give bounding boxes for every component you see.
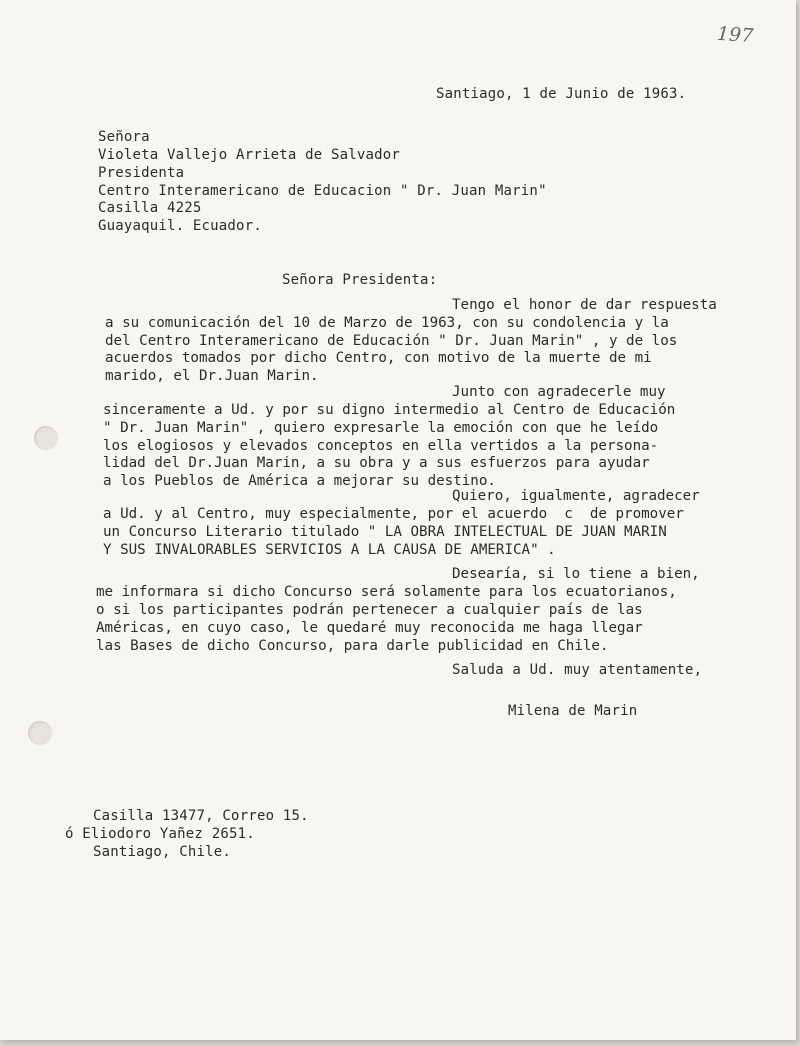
paragraph-line: Quiero, igualmente, agradecer [452, 488, 700, 504]
paragraph-line: del Centro Interamericano de Educación " Dr. Juan Marin" , y de los [105, 333, 678, 349]
recipient-box: Casilla 4225 [98, 200, 202, 216]
paragraph-line: lidad del Dr.Juan Marin, a su obra y a sus esfuerzos para ayudar [103, 455, 650, 471]
punch-hole-lower [28, 721, 52, 745]
recipient-organization: Centro Interamericano de Educacion " Dr. Juan Marin" [98, 183, 547, 199]
paragraph-line: me informara si dicho Concurso será solamente para los ecuatorianos, [96, 584, 677, 600]
paragraph-line: Y SUS INVALORABLES SERVICIOS A LA CAUSA DE AMERICA" . [103, 542, 556, 558]
recipient-name: Violeta Vallejo Arrieta de Salvador [98, 147, 401, 163]
paragraph-line: las Bases de dicho Concurso, para darle publicidad en Chile. [96, 638, 609, 654]
paragraph-line: Américas, en cuyo caso, le quedaré muy reconocida me haga llegar [96, 620, 643, 636]
paragraph-line: Junto con agradecerle muy [452, 384, 666, 400]
punch-hole-upper [34, 426, 58, 450]
paragraph-line: un Concurso Literario titulado " LA OBRA INTELECTUAL DE JUAN MARIN [103, 524, 667, 540]
sender-address-line: Santiago, Chile. [93, 844, 232, 860]
paragraph-line: los elogiosos y elevados conceptos en ella vertidos a la persona- [103, 438, 659, 454]
recipient-title: Presidenta [98, 165, 185, 181]
paragraph-line: Desearía, si lo tiene a bien, [452, 566, 700, 582]
page-number: 197 [716, 22, 754, 48]
sender-address-line: ó Eliodoro Yañez 2651. [65, 826, 255, 842]
paragraph-line: a su comunicación del 10 de Marzo de 1963, con su condolencia y la [105, 315, 669, 331]
paragraph-line: a Ud. y al Centro, muy especialmente, por el acuerdo c de promover [103, 506, 684, 522]
paragraph-line: acuerdos tomados por dicho Centro, con motivo de la muerte de mi [105, 350, 652, 366]
sender-address-line: Casilla 13477, Correo 15. [93, 808, 309, 824]
paragraph-line: sinceramente a Ud. y por su digno intermedio al Centro de Educación [103, 402, 676, 418]
closing: Saluda a Ud. muy atentamente, [452, 662, 703, 678]
date-line: Santiago, 1 de Junio de 1963. [436, 86, 687, 102]
paragraph-line: a los Pueblos de América a mejorar su destino. [103, 473, 496, 489]
greeting: Señora Presidenta: [282, 272, 438, 288]
signature-name: Milena de Marin [508, 703, 638, 719]
paragraph-line: marido, el Dr.Juan Marin. [105, 368, 319, 384]
paragraph-line: o si los participantes podrán pertenecer a cualquier país de las [96, 602, 643, 618]
paragraph-line: Tengo el honor de dar respuesta [452, 297, 717, 313]
paragraph-line: " Dr. Juan Marin" , quiero expresarle la emoción con que he leído [103, 420, 659, 436]
recipient-salutation: Señora [98, 129, 150, 145]
recipient-city: Guayaquil. Ecuador. [98, 218, 262, 234]
